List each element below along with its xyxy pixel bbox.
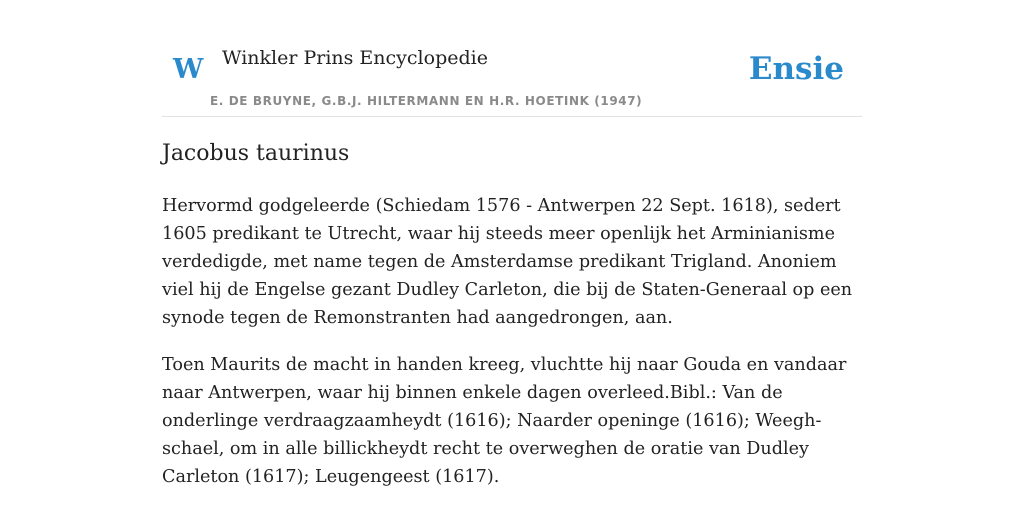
brand-logo-link[interactable]: Ensie (748, 51, 844, 87)
publication-title: Winkler Prins Encyclopedie (222, 47, 488, 69)
article-paragraph: Toen Maurits de macht in handen kreeg, vluchtte hij naar Gouda en vandaar naar Antwerpen, waar hij binnen enkele dagen overleed.Bibl.: Van de onderlinge verdraagzaamheydt (1616); Naarder openinge (1616); Weegh-schael, om in alle billickheydt recht te overweghen de oratie van Dudley Carleton (1617); Leugengeest (1617). (162, 355, 847, 487)
article-paragraph: Hervormd godgeleerde (Schiedam 1576 - Antwerpen 22 Sept. 1618), sedert 1605 predikant te Utrecht, waar hij steeds meer openlijk het Arminianisme verdedigde, met name tegen de Amsterdamse predikant Trigland. Anoniem viel hij de Engelse gezant Dudley Carleton, die bij de Staten-Generaal op een synode tegen de Remonstranten had aangedrongen, aan. (162, 196, 853, 328)
article-body (162, 192, 862, 510)
article-title: Jacobus taurinus (162, 141, 350, 166)
publication-logo-icon: W (173, 54, 204, 85)
publication-authors: E. DE BRUYNE, G.B.J. HILTERMANN EN H.R. HOETINK (1947) (210, 94, 643, 108)
source-header (162, 0, 862, 117)
